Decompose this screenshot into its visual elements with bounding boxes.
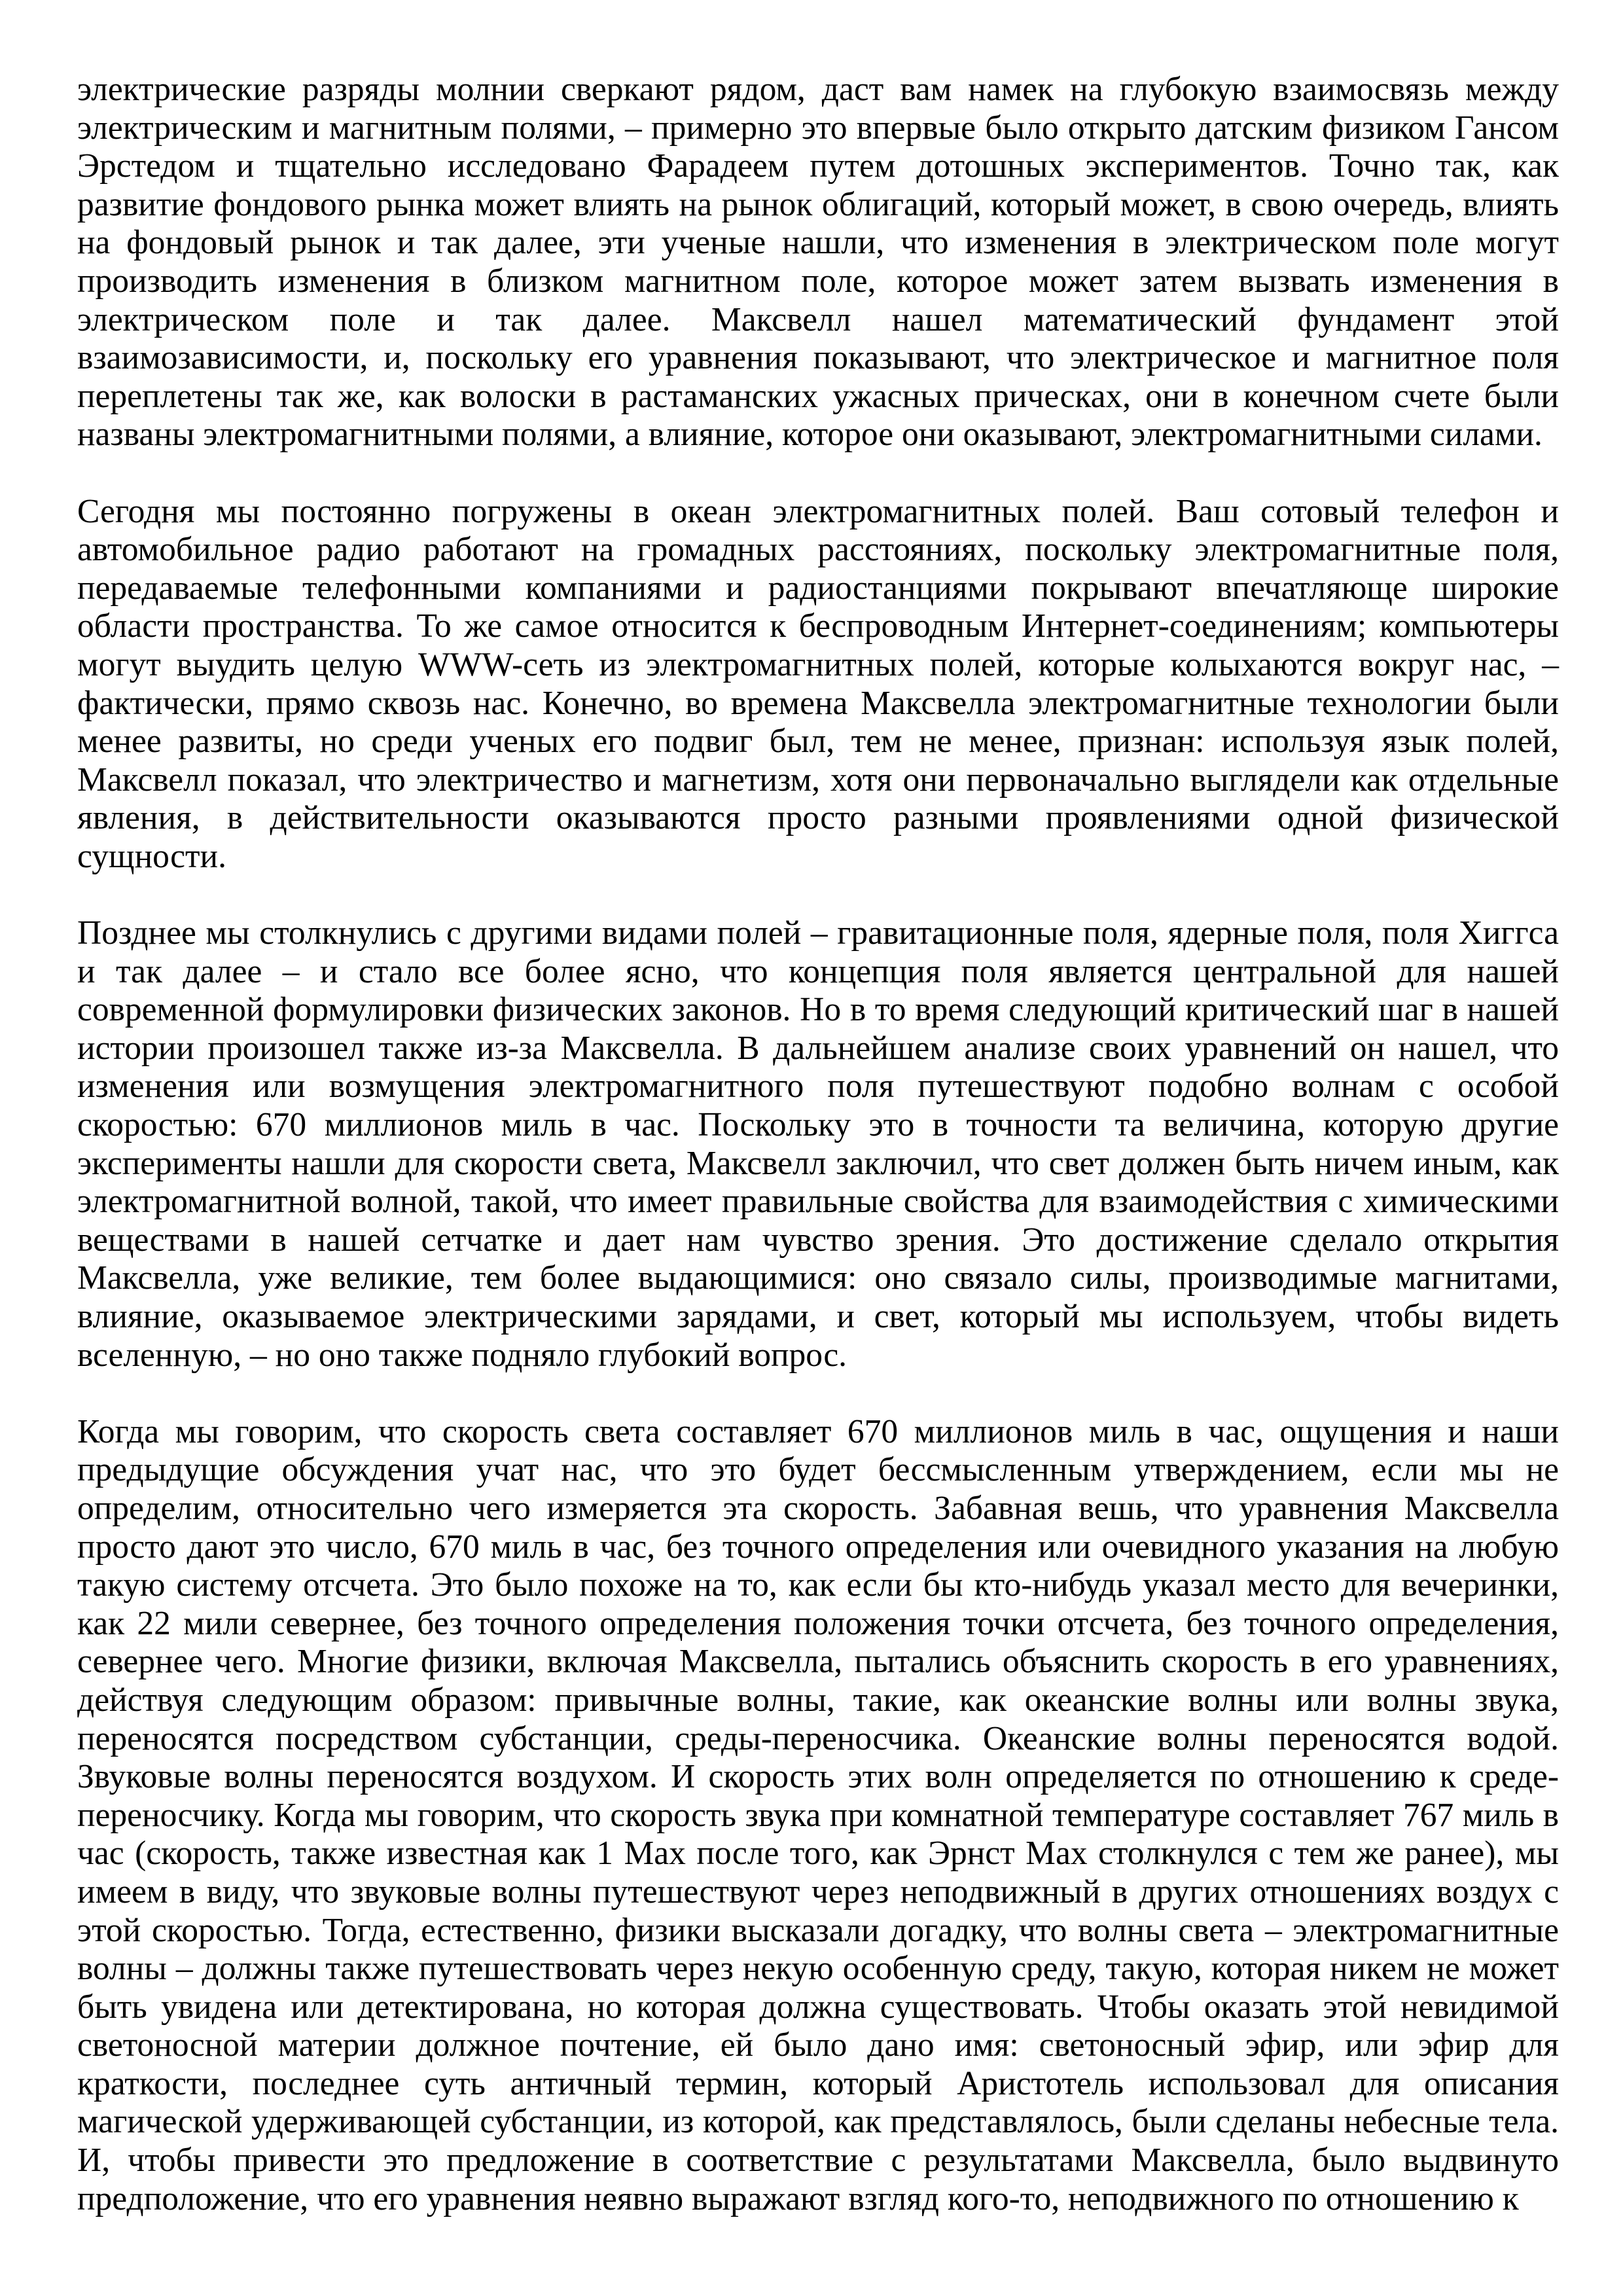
paragraph-1: электрические разряды молнии сверкают рядом, даст вам намек на глубокую взаимосвязь между электрическим и магнитным полями, – примерно это впервые было открыто датским физиком Гансом Эрстедом и тщательно исследовано Фарадеем путем дотошных экспериментов. Точно так, как развитие фондового рынка может влиять на рынок облигаций, который может, в свою очередь, влиять на фондовый рынок и так далее, эти ученые нашли, что изменения в электрическом поле могут производить изменения в близком магнитном поле, которое может затем вызвать изменения в электрическом поле и так далее. Максвелл нашел математический фундамент этой взаимозависимости, и, поскольку его уравнения показывают, что электрическое и магнитное поля переплетены так же, как волоски в растаманских ужасных прическах, они в конечном счете были названы электромагнитными полями, а влияние, которое они оказывают, электромагнитными силами. xyxy=(77,71,1559,454)
paragraph-2: Сегодня мы постоянно погружены в океан электромагнитных полей. Ваш сотовый телефон и автомобильное радио работают на громадных расстояниях, поскольку электромагнитные поля, передаваемые телефонными компаниями и радиостанциями покрывают впечатляюще широкие области пространства. То же самое относится к беспроводным Интернет-соединениям; компьютеры могут выудить целую WWW-сеть из электромагнитных полей, которые колыхаются вокруг нас, – фактически, прямо сквозь нас. Конечно, во времена Максвелла электромагнитные технологии были менее развиты, но среди ученых его подвиг был, тем не менее, признан: используя язык полей, Максвелл показал, что электричество и магнетизм, хотя они первоначально выглядели как отдельные явления, в действительности оказываются просто разными проявлениями одной физической сущности. xyxy=(77,492,1559,875)
document-page xyxy=(77,71,1559,2218)
paragraph-4: Когда мы говорим, что скорость света составляет 670 миллионов миль в час, ощущения и наши предыдущие обсуждения учат нас, что это будет бессмысленным утверждением, если мы не определим, относительно чего измеряется эта скорость. Забавная вешь, что уравнения Максвелла просто дают это число, 670 миль в час, без точного определения или очевидного указания на любую такую систему отсчета. Это было похоже на то, как если бы кто-нибудь указал место для вечеринки, как 22 мили севернее, без точного определения положения точки отсчета, без точного определения, севернее чего. Многие физики, включая Максвелла, пытались объяснить скорость в его уравнениях, действуя следующим образом: привычные волны, такие, как океанские волны или волны звука, переносятся посредством субстанции, среды-переносчика. Океанские волны переносятся водой. Звуковые волны переносятся воздухом. И скорость этих волн определяется по отношению к среде-переносчику. Когда мы говорим, что скорость звука при комнатной температуре составляет 767 миль в час (скорость, также известная как 1 Мах после того, как Эрнст Мах столкнулся с тем же ранее), мы имеем в виду, что звуковые волны путешествуют через неподвижный в других отношениях воздух с этой скоростью. Тогда, естественно, физики высказали догадку, что волны света – электромагнитные волны – должны также путешествовать через некую особенную среду, такую, которая никем не может быть увидена или детектирована, но которая должна существовать. Чтобы оказать этой невидимой светоносной материи должное почтение, ей было дано имя: светоносный эфир, или эфир для краткости, последнее суть античный термин, который Аристотель использовал для описания магической удерживающей субстанции, из которой, как представлялось, были сделаны небесные тела. И, чтобы привести это предложение в соответствие с результатами Максвелла, было выдвинуто предположение, что его уравнения неявно выражают взгляд кого-то, неподвижного по отношению к xyxy=(77,1412,1559,2217)
paragraph-3: Позднее мы столкнулись с другими видами полей – гравитационные поля, ядерные поля, поля Хиггса и так далее – и стало все более ясно, что концепция поля является центральной для нашей современной формулировки физических законов. Но в то время следующий критический шаг в нашей истории произошел также из-за Максвелла. В дальнейшем анализе своих уравнений он нашел, что изменения или возмущения электромагнитного поля путешествуют подобно волнам с особой скоростью: 670 миллионов миль в час. Поскольку это в точности та величина, которую другие эксперименты нашли для скорости света, Максвелл заключил, что свет должен быть ничем иным, как электромагнитной волной, такой, что имеет правильные свойства для взаимодействия с химическими веществами в нашей сетчатке и дает нам чувство зрения. Это достижение сделало открытия Максвелла, уже великие, тем более выдающимися: оно связало силы, производимые магнитами, влияние, оказываемое электрическими зарядами, и свет, который мы используем, чтобы видеть вселенную, – но оно также подняло глубокий вопрос. xyxy=(77,914,1559,1374)
